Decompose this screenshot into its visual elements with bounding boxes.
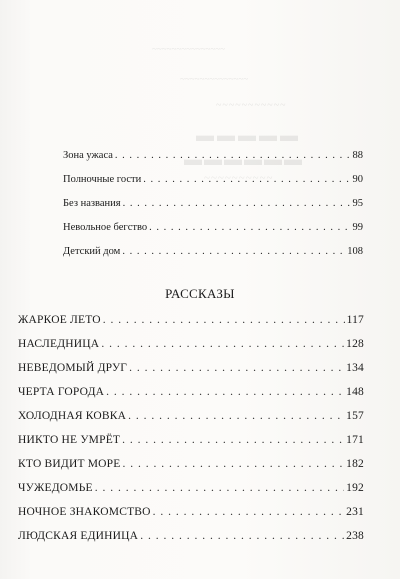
dot-leader (95, 482, 344, 494)
dot-leader (101, 338, 344, 350)
dot-leader (122, 434, 344, 446)
dot-leader (123, 458, 345, 470)
story-entry (18, 362, 364, 374)
story-page-number: 157 (346, 410, 364, 422)
story-title: НОЧНОЕ ЗНАКОМСТВО (18, 506, 151, 518)
story-entry (18, 458, 364, 470)
story-title: НИКТО НЕ УМРЁТ (18, 434, 121, 446)
story-entry (18, 314, 364, 326)
story-title: ЧУЖЕДОМЬЕ (18, 482, 93, 494)
bleed-through-text: ~~~~~~~~~~~~~~~ (152, 44, 226, 54)
story-entry (18, 410, 364, 422)
contents-entry (63, 222, 363, 233)
story-page-number: 182 (346, 458, 364, 470)
story-entry (18, 386, 364, 398)
dot-leader (122, 246, 345, 257)
dot-leader (103, 314, 345, 326)
story-page-number: 117 (346, 314, 364, 326)
story-page-number: 231 (346, 506, 364, 518)
entry-title: Детский дом (63, 246, 121, 257)
dot-leader (128, 410, 344, 422)
bleed-through-text: ~~~~~~~~~~ (204, 172, 274, 184)
story-entry (18, 482, 364, 494)
story-page-number: 148 (346, 386, 364, 398)
dot-leader (153, 506, 344, 518)
contents-entry (63, 198, 363, 209)
contents-entry (63, 174, 363, 185)
dot-leader (149, 222, 350, 233)
contents-entry (63, 246, 363, 257)
story-title: НЕВЕДОМЫЙ ДРУГ (18, 362, 128, 374)
story-entry (18, 506, 364, 518)
entry-title: Зона ужаса (63, 150, 113, 161)
dot-leader (129, 362, 344, 374)
entry-page-number: 90 (352, 174, 363, 185)
entry-page-number: 95 (352, 198, 363, 209)
section-heading: РАССКАЗЫ (165, 286, 235, 301)
dot-leader (143, 174, 350, 185)
story-title: ЧЕРТА ГОРОДА (18, 386, 105, 398)
bleed-through-text: ~~~~~~~~~~~ (216, 100, 287, 111)
dot-leader (115, 150, 351, 161)
story-page-number: 128 (346, 338, 364, 350)
bleed-through-text: ▬▬▬▬▬ (196, 125, 301, 145)
story-title: ХОЛОДНАЯ КОВКА (18, 410, 127, 422)
story-title: ЖАРКОЕ ЛЕТО (18, 314, 101, 326)
entry-title: Без названия (63, 198, 121, 209)
story-page-number: 134 (346, 362, 364, 374)
story-page-number: 192 (346, 482, 364, 494)
entry-page-number: 88 (352, 150, 363, 161)
story-title: ЛЮДСКАЯ ЕДИНИЦА (18, 530, 139, 542)
dot-leader (123, 198, 351, 209)
story-entry (18, 338, 364, 350)
story-title: КТО ВИДИТ МОРЕ (18, 458, 121, 470)
entry-page-number: 108 (347, 246, 363, 257)
entry-title: Невольное бегство (63, 222, 148, 233)
story-entry (18, 530, 364, 542)
entry-page-number: 99 (352, 222, 363, 233)
dot-leader (140, 530, 344, 542)
dot-leader (106, 386, 344, 398)
story-page-number: 171 (346, 434, 364, 446)
entry-title: Полночные гости (63, 174, 142, 185)
bleed-through-text: ▬▬▬▬▬▬ (184, 149, 304, 169)
bleed-through-text: ~~~~~~~~~~~~~~ (180, 74, 249, 84)
story-entry (18, 434, 364, 446)
story-title: НАСЛЕДНИЦА (18, 338, 100, 350)
story-page-number: 238 (346, 530, 364, 542)
contents-entry (63, 150, 363, 161)
